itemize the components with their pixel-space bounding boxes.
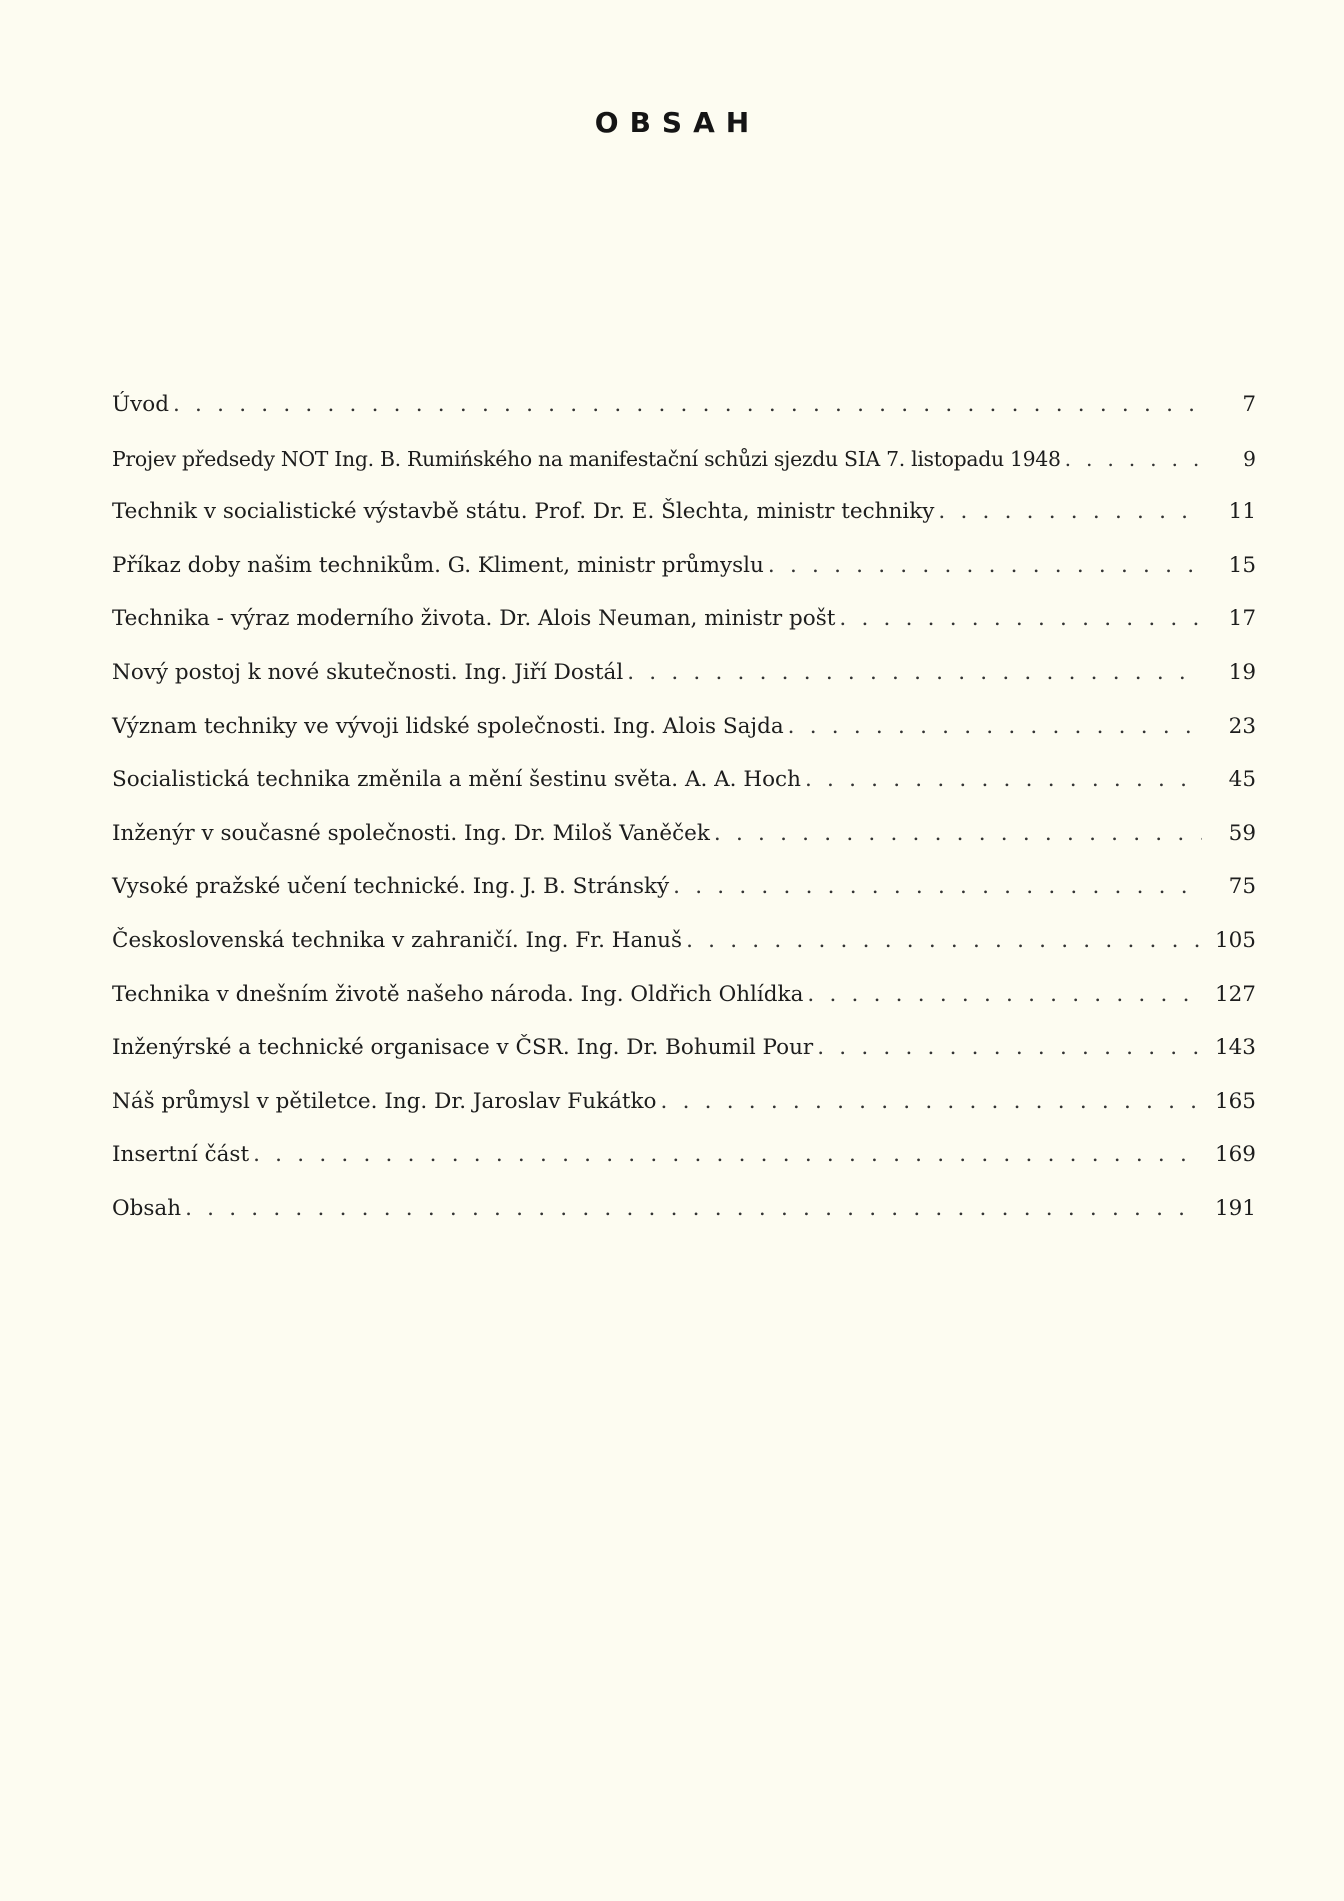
- toc-entry-page: 45: [1228, 767, 1256, 793]
- dot-leader: [627, 658, 1202, 688]
- toc-entry-page: 7: [1242, 392, 1256, 417]
- toc-entry-title: Inženýr v současné společnosti. Ing. Dr. Miloš Vaněček: [112, 820, 710, 846]
- toc-entry-page: 19: [1228, 659, 1256, 685]
- toc-entry-page: 59: [1228, 820, 1256, 846]
- dot-leader: [788, 712, 1202, 742]
- toc-entry: [112, 604, 1256, 658]
- toc-entry-title: Projev předsedy NOT Ing. B. Rumińského na manifestační schůzi sjezdu SIA 7. listopadu 1948: [112, 446, 1061, 471]
- toc-entry: [112, 1140, 1256, 1194]
- toc-entry-title: Technika v dnešním životě našeho národa. Ing. Oldřich Ohlídka: [112, 981, 804, 1007]
- toc-entry-title: Nový postoj k nové skutečnosti. Ing. Jiří Dostál: [112, 659, 624, 685]
- toc-entry: [112, 765, 1256, 819]
- toc-entry: [112, 658, 1256, 712]
- dot-leader: [714, 819, 1202, 849]
- toc-entry-page: 165: [1214, 1088, 1256, 1114]
- toc-entry-title: Obsah: [112, 1195, 182, 1221]
- dot-leader: [673, 872, 1202, 902]
- toc-entry-page: 191: [1214, 1195, 1256, 1221]
- toc-entry-title: Úvod: [112, 392, 169, 417]
- toc-entry-title: Význam techniky ve vývoji lidské společnosti. Ing. Alois Sajda: [112, 713, 784, 739]
- toc-entry: [112, 497, 1256, 551]
- toc-entry-page: 11: [1228, 499, 1256, 525]
- toc-entry-title: Insertní část: [112, 1142, 250, 1168]
- toc-entry: [112, 926, 1256, 980]
- toc-entry-page: 105: [1214, 927, 1256, 953]
- toc-entry-page: 143: [1214, 1035, 1256, 1061]
- toc-entry-title: Vysoké pražské učení technické. Ing. J. B. Stránský: [112, 874, 670, 900]
- toc-entry-page: 17: [1228, 606, 1256, 632]
- toc-entry-page: 169: [1214, 1142, 1256, 1168]
- dot-leader: [805, 765, 1202, 795]
- toc-entry: [112, 819, 1256, 873]
- dot-leader: [817, 1033, 1202, 1063]
- toc-entry-page: 23: [1228, 713, 1256, 739]
- toc-entry: [112, 980, 1256, 1034]
- toc-entry-page: 15: [1228, 552, 1256, 578]
- toc-entry-title: Socialistická technika změnila a mění šestinu světa. A. A. Hoch: [112, 767, 801, 793]
- toc-entry: [112, 551, 1256, 605]
- toc-entry: [112, 1033, 1256, 1087]
- toc-entry: [112, 872, 1256, 926]
- dot-leader: [185, 1194, 1202, 1224]
- dot-leader: [1065, 444, 1202, 474]
- toc-entry-page: 75: [1228, 874, 1256, 900]
- toc-entry: [112, 390, 1256, 444]
- toc-entry-title: Československá technika v zahraničí. Ing. Fr. Hanuš: [112, 927, 683, 953]
- table-of-contents: [112, 390, 1256, 1248]
- toc-entry-title: Technika - výraz moderního života. Dr. Alois Neuman, ministr pošt: [112, 606, 836, 632]
- dot-leader: [686, 926, 1202, 956]
- toc-entry-page: 9: [1243, 446, 1256, 471]
- dot-leader: [839, 604, 1202, 634]
- dot-leader: [768, 551, 1202, 581]
- toc-entry: [112, 712, 1256, 766]
- dot-leader: [173, 390, 1202, 420]
- page-title: OBSAH: [594, 106, 761, 139]
- toc-entry: [112, 1087, 1256, 1141]
- toc-entry-title: Technik v socialistické výstavbě státu. Prof. Dr. E. Šlechta, ministr techniky: [112, 499, 935, 525]
- dot-leader: [661, 1087, 1202, 1117]
- toc-entry-title: Náš průmysl v pětiletce. Ing. Dr. Jaroslav Fukátko: [112, 1088, 657, 1114]
- dot-leader: [253, 1140, 1202, 1170]
- dot-leader: [807, 980, 1202, 1010]
- toc-entry: [112, 444, 1256, 498]
- toc-entry-page: 127: [1214, 981, 1256, 1007]
- toc-entry-title: Příkaz doby našim technikům. G. Kliment, ministr průmyslu: [112, 552, 764, 578]
- toc-entry: [112, 1194, 1256, 1248]
- dot-leader: [938, 497, 1202, 527]
- toc-entry-title: Inženýrské a technické organisace v ČSR. Ing. Dr. Bohumil Pour: [112, 1035, 814, 1061]
